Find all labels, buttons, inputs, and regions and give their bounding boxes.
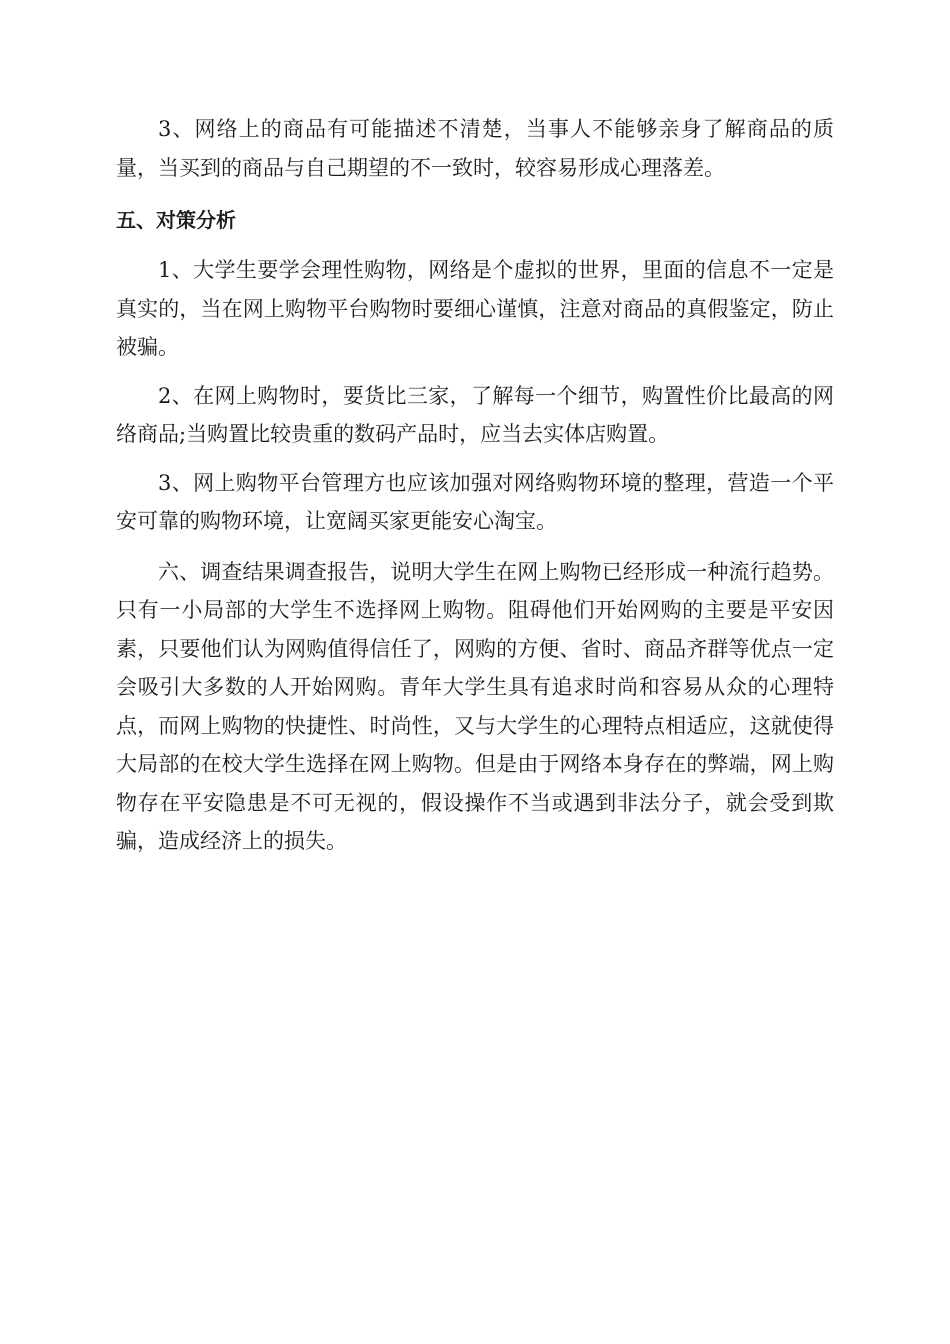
paragraph-item-3-description-issue: 3、网络上的商品有可能描述不清楚，当事人不能够亲身了解商品的质量，当买到的商品与自己期望的不一致时，较容易形成心理落差。 xyxy=(116,117,834,180)
paragraph-item-3-platform-management: 3、网上购物平台管理方也应该加强对网络购物环境的整理，营造一个平安可靠的购物环境，让宽阔买家更能安心淘宝。 xyxy=(116,470,834,533)
paragraph-item-1-rational-shopping: 1、大学生要学会理性购物，网络是个虚拟的世界，里面的信息不一定是真实的，当在网上购物平台购物时要细心谨慎，注意对商品的真假鉴定，防止被骗。 xyxy=(116,258,834,359)
section-heading-countermeasures: 五、对策分析 xyxy=(116,208,236,232)
paragraph-survey-results: 六、调查结果调查报告，说明大学生在网上购物已经形成一种流行趋势。只有一小局部的大学生不选择网上购物。阻碍他们开始网购的主要是平安因素，只要他们认为网购值得信任了，网购的方便、省时、商品齐群等优点一定会吸引大多数的人开始网购。青年大学生具有追求时尚和容易从众的心理特点，而网上购物的快捷性、时尚性，又与大学生的心理特点相适应，这就使得大局部的在校大学生选择在网上购物。但是由于网络本身存在的弊端，网上购物存在平安隐患是不可无视的，假设操作不当或遇到非法分子，就会受到欺骗，造成经济上的损失。 xyxy=(116,559,834,853)
document-page xyxy=(116,110,834,861)
paragraph-item-2-compare-prices: 2、在网上购物时，要货比三家，了解每一个细节，购置性价比最高的网络商品;当购置比较贵重的数码产品时，应当去实体店购置。 xyxy=(116,383,834,446)
